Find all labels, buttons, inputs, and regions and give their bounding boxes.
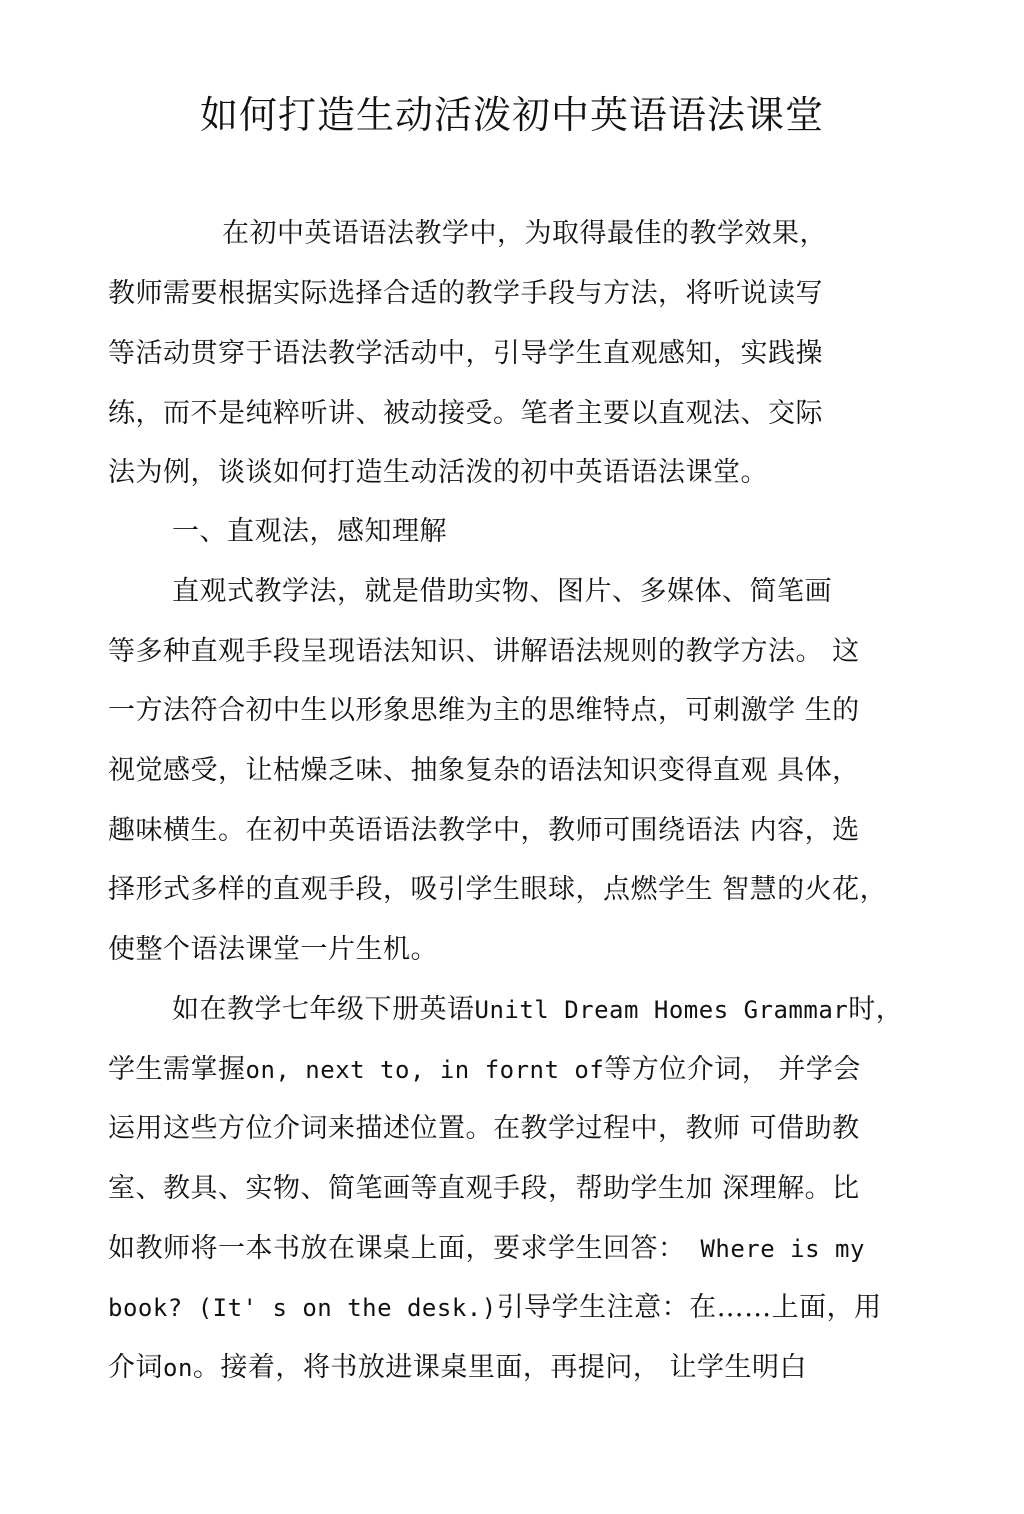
paragraph-line <box>108 1348 807 1388</box>
line-text: 如教师将一本书放在课桌上面，要求学生回答： <box>108 1233 686 1264</box>
english-text: on <box>163 1354 193 1382</box>
paragraph-line <box>108 1109 860 1149</box>
paragraph-line: 教师需要根据实际选择合适的教学手段与方法，将听说读写 <box>108 278 823 309</box>
paragraph-line <box>108 1229 865 1269</box>
english-text: Where is my <box>685 1235 865 1263</box>
english-text: on, next to, in fornt of <box>245 1056 605 1084</box>
line-text: 如在教学七年级下册英语 <box>172 994 475 1025</box>
paragraph-line: 一方法符合初中生以形象思维为主的思维特点，可刺激学 生的 <box>108 695 860 726</box>
paragraph-line: 使整个语法课堂一片生机。 <box>108 934 438 965</box>
paragraph-line <box>108 1288 882 1328</box>
line-text: 等方位介词， 并学会 <box>604 1054 861 1085</box>
paragraph-line: 等多种直观手段呈现语法知识、讲解语法规则的教学方法。 这 <box>108 636 860 667</box>
line-text: 介词 <box>108 1352 163 1383</box>
paragraph-line: 在初中英语语法教学中，为取得最佳的教学效果， <box>222 218 827 249</box>
paragraph-line: 趣味横生。在初中英语语法教学中，教师可围绕语法 内容，选 <box>108 815 860 846</box>
section-heading: 一、直观法，感知理解 <box>172 516 447 547</box>
english-text: Unitl Dream Homes Grammar <box>474 996 849 1024</box>
line-text: 学生需掌握 <box>108 1054 246 1085</box>
paragraph-line: 视觉感受，让枯燥乏味、抽象复杂的语法知识变得直观 具体， <box>108 755 860 786</box>
line-text: 引导学生注意：在……上面，用 <box>496 1292 882 1323</box>
english-text: book? (It' s on the desk.) <box>108 1294 497 1322</box>
paragraph-line: 等活动贯穿于语法教学活动中，引导学生直观感知，实践操 <box>108 338 823 369</box>
paragraph-line <box>108 1050 861 1090</box>
paragraph-line <box>172 990 903 1030</box>
paragraph-line: 择形式多样的直观手段，吸引学生眼球，点燃学生 智慧的火花， <box>108 874 888 905</box>
line-text: 时， <box>848 994 904 1025</box>
line-text: 运用这些方位介词来描述位置。在教学过程中，教师 可借助教 <box>108 1113 860 1144</box>
page-title: 如何打造生动活泼初中英语语法课堂 <box>199 93 824 137</box>
line-text: 室、教具、实物、简笔画等直观手段，帮助学生加 深理解。比 <box>108 1173 860 1204</box>
paragraph-line: 练，而不是纯粹听讲、被动接受。笔者主要以直观法、交际 <box>108 398 823 429</box>
paragraph-line <box>108 1169 860 1209</box>
paragraph-line: 法为例，谈谈如何打造生动活泼的初中英语语法课堂。 <box>108 457 768 488</box>
paragraph-line: 直观式教学法，就是借助实物、图片、多媒体、简笔画 <box>172 576 832 607</box>
line-text: 。接着，将书放进课桌里面，再提问， 让学生明白 <box>192 1352 807 1383</box>
